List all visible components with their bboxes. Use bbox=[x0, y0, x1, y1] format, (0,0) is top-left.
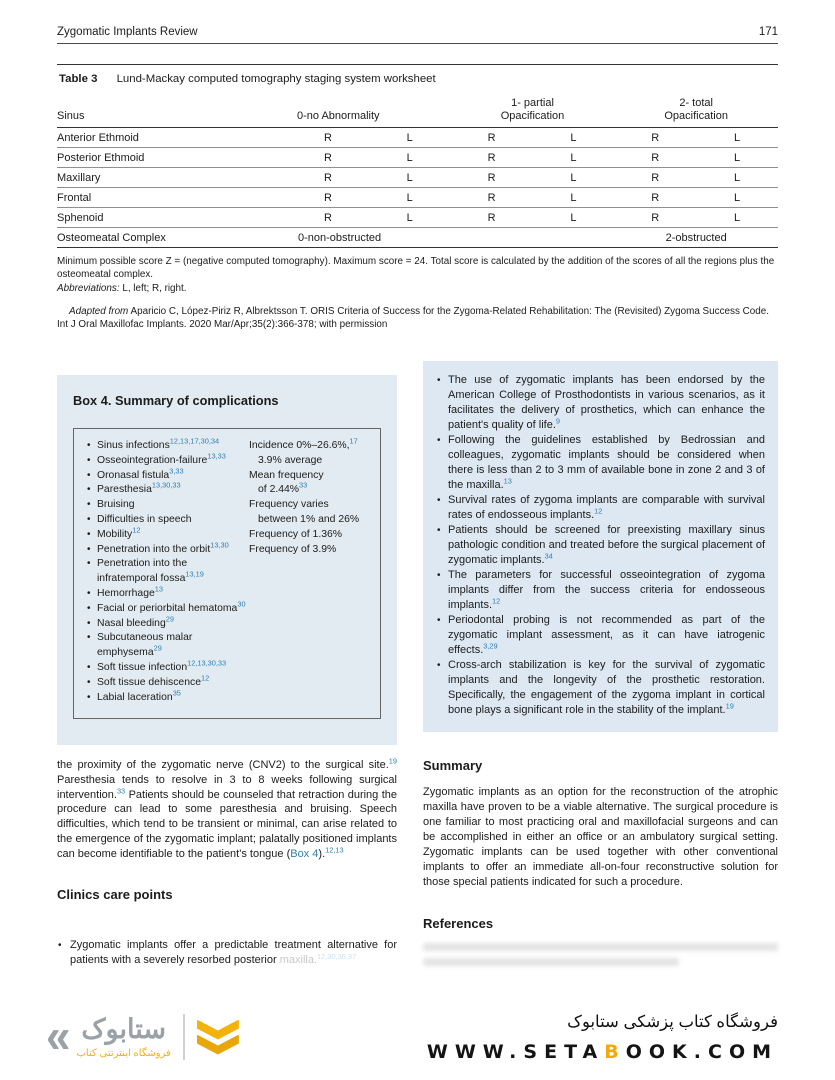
summary-heading: Summary bbox=[423, 758, 483, 773]
reference-link[interactable]: 13,30 bbox=[210, 540, 229, 550]
abbreviations-label: Abbreviations: bbox=[57, 283, 120, 294]
sinus-name: Posterior Ethmoid bbox=[57, 151, 145, 164]
cell-l: L bbox=[570, 191, 577, 204]
frequency-text: 3.9% average bbox=[258, 454, 323, 466]
reference-link[interactable]: 12,13,30,33 bbox=[187, 658, 227, 668]
table-source bbox=[57, 305, 778, 331]
col-header-total-opacification bbox=[614, 97, 778, 123]
key-point-text: Following the guidelines established by Bedrossian and colleagues, zygomatic implants should be considered when there is less than 2 to 3 mm of available bone in zone 2 and 3 of the maxilla. bbox=[448, 434, 765, 491]
summary-paragraph: Zygomatic implants as an option for the reconstruction of the atrophic maxilla have proven to be a viable alternative. The surgical procedure is one familiar to most practicing oral and maxillofacial surgeons and can be accomplished in either an office or an ambulatory surgical setting. Zygomatic implants can be used together with other conventional implants to offer an immediate all-on-four reconstructive solution for those special patients indicated for such a procedure. bbox=[423, 786, 778, 888]
abbreviations-text: L, left; R, right. bbox=[119, 283, 187, 294]
table-row bbox=[57, 168, 778, 188]
reference-link[interactable]: 29 bbox=[165, 614, 174, 624]
complication-item bbox=[86, 688, 249, 706]
complication-item bbox=[86, 513, 249, 528]
complication-item bbox=[86, 498, 249, 513]
complication-text: Facial or periorbital hematoma bbox=[97, 602, 238, 614]
osteo-non-obstructed: 0-non-obstructed bbox=[298, 231, 382, 244]
cell-r: R bbox=[323, 211, 332, 224]
complication-text: Penetration into the infratemporal fossa bbox=[97, 558, 188, 585]
col-header-line: 1- partial bbox=[511, 97, 554, 109]
box4-complications bbox=[57, 375, 397, 745]
right-column bbox=[423, 361, 778, 973]
care-points-list bbox=[57, 938, 397, 968]
cell-l: L bbox=[406, 191, 413, 204]
col-header-no-abnormality: 0-no Abnormality bbox=[297, 110, 380, 122]
complication-item bbox=[86, 584, 249, 602]
cell-r: R bbox=[323, 131, 332, 144]
sinus-name: Maxillary bbox=[57, 171, 101, 184]
cell-r: R bbox=[651, 171, 660, 184]
setabook-logo bbox=[46, 1009, 239, 1064]
cell-l: L bbox=[734, 131, 741, 144]
complication-item bbox=[86, 557, 249, 587]
setabook-url[interactable] bbox=[427, 1041, 778, 1063]
frequency-text: Frequency varies bbox=[249, 499, 329, 511]
cell-r: R bbox=[487, 171, 496, 184]
reference-link[interactable]: 17 bbox=[349, 436, 358, 446]
reference-link[interactable]: 13,33 bbox=[207, 451, 226, 461]
reference-link[interactable]: 33 bbox=[299, 480, 308, 490]
cell-l: L bbox=[570, 131, 577, 144]
table-row bbox=[57, 188, 778, 208]
frequency-text: Frequency of 3.9% bbox=[249, 543, 337, 555]
faded-reference-line bbox=[423, 943, 778, 951]
key-point-text: Periodontal probing is not recommended as part of the zygomatic implant assessment, as it can have iatrogenic effects. bbox=[448, 614, 765, 656]
complication-text: Bruising bbox=[97, 499, 135, 511]
frequency-text: Frequency of 1.36% bbox=[249, 528, 343, 540]
url-prefix: WWW.SETA bbox=[426, 1040, 605, 1063]
cell-r: R bbox=[323, 171, 332, 184]
references-faded-text bbox=[423, 943, 778, 966]
complication-text: Labial laceration bbox=[97, 691, 173, 703]
logo-chevrons-icon: « bbox=[46, 1009, 71, 1064]
frequency-line bbox=[249, 454, 372, 469]
body-paragraph bbox=[57, 758, 397, 861]
key-point-item bbox=[436, 433, 765, 493]
paragraph-text: Paresthesia tends to resolve in 3 to 8 weeks following surgical intervention. bbox=[57, 774, 397, 801]
cell-r: R bbox=[487, 151, 496, 164]
table-row bbox=[57, 128, 778, 148]
table3-label: Table 3 bbox=[59, 73, 98, 85]
reference-link[interactable]: 3,29 bbox=[483, 641, 498, 651]
table3-block bbox=[57, 64, 778, 331]
reference-link[interactable]: 9 bbox=[555, 416, 561, 426]
reference-link[interactable]: 12 bbox=[200, 673, 210, 683]
cell-r: R bbox=[487, 131, 496, 144]
key-point-item bbox=[436, 493, 765, 523]
cell-l: L bbox=[570, 171, 577, 184]
table-row bbox=[57, 208, 778, 228]
col-header-line: Opacification bbox=[664, 110, 728, 122]
reference-link[interactable]: 12 bbox=[492, 596, 501, 606]
running-title: Zygomatic Implants Review bbox=[57, 26, 198, 38]
complication-text: Sinus infections bbox=[97, 440, 170, 451]
key-point-item bbox=[436, 613, 765, 658]
complication-item bbox=[86, 451, 249, 469]
running-header bbox=[57, 26, 778, 44]
key-point-item bbox=[436, 523, 765, 568]
complication-item bbox=[86, 631, 249, 661]
reference-link[interactable]: 12,13,17,30,34 bbox=[169, 436, 220, 446]
table-note: Minimum possible score Z = (negative computed tomography). Maximum score = 24. Total score is calculated by the addition of the scores of all the regions plus the osteomeatal complex. bbox=[57, 256, 775, 280]
paragraph-text: Patients should be counseled that retraction during the procedure can lead to some paresthesia and bruising. Speech difficulties, which tend to be transient or minimal, can arise related to the emergence of the zygomatic implant; palatally positioned implants can become identifiable to the patient's tongue ( bbox=[57, 788, 397, 860]
frequency-line bbox=[249, 480, 372, 498]
reference-link[interactable]: 12,13 bbox=[325, 844, 344, 854]
sinus-name: Sphenoid bbox=[57, 211, 104, 224]
frequency-text: of 2.44% bbox=[258, 484, 300, 496]
reference-link[interactable]: 33 bbox=[116, 786, 126, 796]
cell-l: L bbox=[734, 191, 741, 204]
sinus-name: Anterior Ethmoid bbox=[57, 131, 139, 144]
logo-brand-block bbox=[76, 1015, 170, 1059]
reference-link[interactable]: 3,33 bbox=[169, 466, 184, 476]
adapted-from-label: Adapted from bbox=[69, 306, 129, 317]
left-column bbox=[57, 361, 397, 968]
reference-link[interactable]: 12 bbox=[594, 506, 603, 516]
setabook-watermark-footer bbox=[0, 984, 835, 1080]
references-heading: References bbox=[423, 916, 494, 931]
cell-l: L bbox=[734, 151, 741, 164]
complication-text: Soft tissue dehiscence bbox=[97, 676, 201, 688]
col-header-partial-opacification bbox=[451, 97, 615, 123]
frequency-line bbox=[249, 498, 372, 513]
care-point-text-faded: maxilla. bbox=[276, 954, 318, 967]
complication-text: Paresthesia bbox=[97, 484, 152, 496]
frequency-line bbox=[249, 436, 372, 454]
table-abbreviations bbox=[57, 282, 778, 295]
key-point-text: The use of zygomatic implants has been endorsed by the American College of Prosthodontists in various scenarios, as it facilitates the delivery of prosthetics, which can enhance the patient's quality of life. bbox=[448, 374, 765, 431]
complication-item bbox=[86, 673, 249, 691]
cell-l: L bbox=[734, 171, 741, 184]
page-number: 171 bbox=[758, 26, 778, 38]
key-points-list bbox=[436, 373, 765, 718]
logo-wordmark: ستابوک bbox=[81, 1014, 166, 1045]
url-suffix: OOK.COM bbox=[625, 1040, 778, 1063]
cell-r: R bbox=[651, 191, 660, 204]
cell-r: R bbox=[323, 151, 332, 164]
logo-caption: فروشگاه اینترنتی کتاب bbox=[76, 1047, 171, 1059]
care-point-item bbox=[57, 938, 397, 968]
two-column-body bbox=[57, 361, 778, 973]
cell-l: L bbox=[570, 151, 577, 164]
clinics-care-points-heading: Clinics care points bbox=[57, 887, 173, 903]
care-point-text: Zygomatic implants offer a predictable treatment alternative for patients with a severely resorbed posterior bbox=[70, 939, 397, 967]
reference-link[interactable]: 29 bbox=[153, 643, 162, 653]
table3-title bbox=[57, 64, 778, 97]
table3-caption: Lund-Mackay computed tomography staging system worksheet bbox=[116, 73, 436, 85]
cell-r: R bbox=[323, 191, 332, 204]
reference-link[interactable]: 13,30,33 bbox=[151, 480, 181, 490]
key-point-text: Patients should be screened for preexisting maxillary sinus pathologic condition and treated before the surgical placement of zygomatic implants. bbox=[448, 524, 765, 566]
cell-l: L bbox=[570, 211, 577, 224]
complication-text: Soft tissue infection bbox=[97, 661, 188, 673]
reference-link[interactable]: 12 bbox=[132, 525, 141, 535]
cell-l: L bbox=[406, 171, 413, 184]
key-point-text: Cross-arch stabilization is key for the survival of zygomatic implants and the longevity of the prosthetic restoration. Specifically, the engagement of the zygoma implant in cortical bone plays a significant role in the stability of the implant. bbox=[448, 659, 765, 716]
logo-divider bbox=[183, 1014, 185, 1060]
reference-link[interactable]: 35 bbox=[172, 688, 181, 698]
table3-header-row bbox=[57, 97, 778, 128]
key-point-text: The parameters for successful osseointegration of zygoma implants differ from the success criteria for endosseous implants. bbox=[448, 569, 765, 611]
reference-link[interactable]: 12,30,36,37 bbox=[317, 951, 357, 961]
key-point-item bbox=[436, 658, 765, 718]
reference-link[interactable]: 13,19 bbox=[185, 569, 204, 579]
frequency-line bbox=[249, 469, 372, 484]
frequency-text: between 1% and 26% bbox=[258, 513, 360, 525]
reference-link[interactable]: 19 bbox=[725, 701, 734, 711]
key-point-text: Survival rates of zygoma implants are comparable with survival rates of endosseous implants. bbox=[448, 494, 765, 521]
complication-text: Oronasal fistula bbox=[97, 469, 170, 481]
box4-content bbox=[73, 428, 381, 719]
book-chevron-icon bbox=[197, 1020, 239, 1055]
reference-link[interactable]: 30 bbox=[237, 599, 246, 609]
col-header-line: Opacification bbox=[500, 110, 565, 122]
table-row-osteomeatal bbox=[57, 228, 778, 248]
cell-l: L bbox=[406, 211, 413, 224]
complication-text: Subcutaneous malar emphysema bbox=[97, 632, 193, 659]
reference-link[interactable]: 34 bbox=[544, 551, 553, 561]
cell-r: R bbox=[651, 151, 660, 164]
cell-l: L bbox=[406, 151, 413, 164]
reference-link[interactable]: 19 bbox=[388, 756, 397, 766]
key-point-item bbox=[436, 373, 765, 433]
frequency-text: Mean frequency bbox=[249, 469, 324, 481]
complications-list bbox=[86, 436, 249, 705]
reference-link[interactable]: 13 bbox=[503, 476, 512, 486]
faded-reference-line bbox=[423, 958, 679, 966]
table-row bbox=[57, 148, 778, 168]
complication-text: Penetration into the orbit bbox=[97, 543, 211, 555]
complication-text: Nasal bleeding bbox=[97, 617, 166, 629]
complication-text: Mobility bbox=[97, 528, 133, 540]
frequency-line bbox=[249, 513, 372, 528]
complication-item bbox=[86, 658, 249, 676]
cell-l: L bbox=[406, 131, 413, 144]
cell-r: R bbox=[651, 211, 660, 224]
cell-r: R bbox=[487, 211, 496, 224]
box4-crossref-link[interactable]: Box 4 bbox=[290, 847, 319, 860]
frequency-column bbox=[249, 436, 372, 705]
url-highlight: B bbox=[604, 1040, 626, 1063]
store-persian-title: فروشگاه کتاب پزشکی ستابوک bbox=[567, 1012, 778, 1031]
paragraph-text: the proximity of the zygomatic nerve (CNV2) to the surgical site. bbox=[57, 759, 389, 772]
complication-text: Difficulties in speech bbox=[97, 513, 192, 525]
col-header-line: 2- total bbox=[679, 97, 713, 109]
reference-link[interactable]: 13 bbox=[154, 584, 163, 594]
complication-item bbox=[86, 614, 249, 632]
complication-text: Hemorrhage bbox=[97, 587, 155, 599]
frequency-text: Incidence 0%–26.6%, bbox=[249, 440, 350, 451]
col-header-sinus: Sinus bbox=[57, 110, 85, 122]
setabook-text-block bbox=[427, 1012, 778, 1063]
key-point-item bbox=[436, 568, 765, 613]
complication-item bbox=[86, 540, 249, 558]
frequency-line bbox=[249, 528, 372, 543]
adapted-from-text: Aparicio C, López-Piriz R, Albrektsson T. ORIS Criteria of Success for the Zygoma-Related Rehabilitation: The (Revisited) Zygoma Success Code. Int J Oral Maxillofac Implants. 2020 Mar/Apr;35(2):366-378; with permission bbox=[57, 306, 769, 330]
cell-r: R bbox=[651, 131, 660, 144]
osteo-obstructed: 2-obstructed bbox=[665, 231, 727, 244]
complication-text: Osseointegration-failure bbox=[97, 454, 208, 466]
cell-r: R bbox=[487, 191, 496, 204]
box4-title: Box 4. Summary of complications bbox=[73, 393, 279, 408]
paragraph-text: ). bbox=[318, 847, 326, 860]
frequency-line bbox=[249, 543, 372, 558]
sinus-name: Frontal bbox=[57, 191, 92, 204]
key-points-box bbox=[423, 361, 778, 732]
complication-item bbox=[86, 480, 249, 498]
sinus-name: Osteomeatal Complex bbox=[57, 231, 166, 244]
cell-l: L bbox=[734, 211, 741, 224]
